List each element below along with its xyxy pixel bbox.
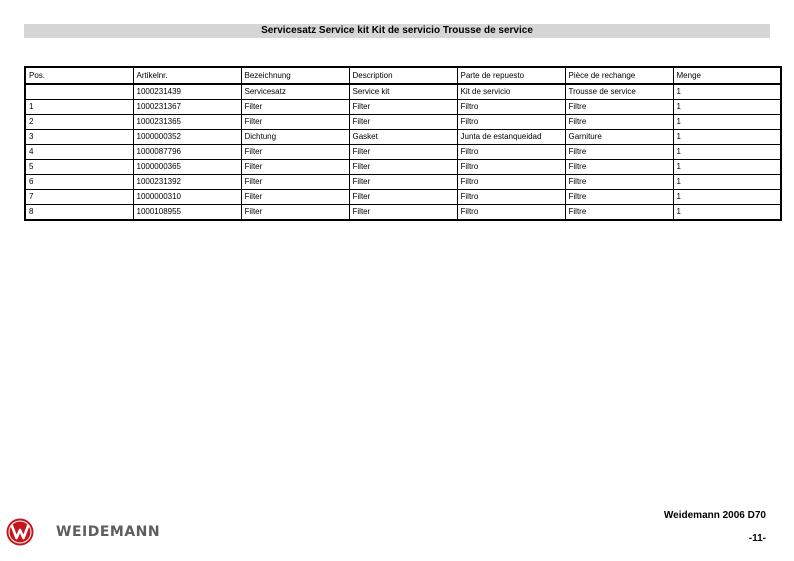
cell-parte-de-repuesto: Junta de estanqueidad: [457, 130, 565, 145]
cell-description: Service kit: [349, 84, 457, 100]
table-row: [25, 115, 781, 130]
page-title: Servicesatz Service kit Kit de servicio Trousse de service: [24, 24, 770, 38]
cell-menge: 1: [673, 175, 781, 190]
table-row: [25, 205, 781, 221]
cell-article-number: 1000000352: [133, 130, 241, 145]
cell-bezeichnung: Filter: [241, 145, 349, 160]
cell-menge: 1: [673, 100, 781, 115]
cell-bezeichnung: Filter: [241, 175, 349, 190]
cell-article-number: 1000000310: [133, 190, 241, 205]
cell-pos: 2: [25, 115, 133, 130]
cell-menge: 1: [673, 130, 781, 145]
cell-bezeichnung: Filter: [241, 190, 349, 205]
cell-parte-de-repuesto: Filtro: [457, 175, 565, 190]
cell-parte-de-repuesto: Filtro: [457, 115, 565, 130]
brand-logo: [6, 518, 160, 546]
cell-bezeichnung: Filter: [241, 115, 349, 130]
cell-parte-de-repuesto: Filtro: [457, 160, 565, 175]
cell-description: Filter: [349, 190, 457, 205]
column-header-description: Description: [349, 67, 457, 84]
cell-description: Gasket: [349, 130, 457, 145]
cell-description: Filter: [349, 175, 457, 190]
cell-piece-de-rechange: Filtre: [565, 160, 673, 175]
cell-pos: 4: [25, 145, 133, 160]
cell-piece-de-rechange: Filtre: [565, 145, 673, 160]
column-header-menge: Menge: [673, 67, 781, 84]
cell-piece-de-rechange: Garniture: [565, 130, 673, 145]
cell-piece-de-rechange: Filtre: [565, 205, 673, 221]
cell-description: Filter: [349, 145, 457, 160]
cell-article-number: 1000231367: [133, 100, 241, 115]
cell-article-number: 1000108955: [133, 205, 241, 221]
table-row: [25, 84, 781, 100]
brand-name: WEIDEMANN: [56, 524, 161, 540]
table-row: [25, 190, 781, 205]
table-row: [25, 130, 781, 145]
cell-pos: 7: [25, 190, 133, 205]
parts-table: [24, 66, 782, 221]
cell-pos: 6: [25, 175, 133, 190]
cell-piece-de-rechange: Filtre: [565, 115, 673, 130]
cell-piece-de-rechange: Filtre: [565, 100, 673, 115]
column-header-pos: Pos.: [25, 67, 133, 84]
cell-article-number: 1000087796: [133, 145, 241, 160]
cell-bezeichnung: Filter: [241, 100, 349, 115]
cell-parte-de-repuesto: Filtro: [457, 100, 565, 115]
cell-piece-de-rechange: Trousse de service: [565, 84, 673, 100]
cell-menge: 1: [673, 145, 781, 160]
column-header-article-number: Artikelnr.: [133, 67, 241, 84]
table-row: [25, 100, 781, 115]
cell-bezeichnung: Dichtung: [241, 130, 349, 145]
cell-bezeichnung: Filter: [241, 160, 349, 175]
table-row: [25, 145, 781, 160]
cell-article-number: 1000000365: [133, 160, 241, 175]
weidemann-w-logo-icon: [6, 518, 34, 546]
column-header-piece-de-rechange: Pièce de rechange: [565, 67, 673, 84]
cell-bezeichnung: Servicesatz: [241, 84, 349, 100]
cell-article-number: 1000231392: [133, 175, 241, 190]
footer-model-label: Weidemann 2006 D70: [663, 510, 766, 521]
cell-parte-de-repuesto: Filtro: [457, 205, 565, 221]
column-header-parte-de-repuesto: Parte de repuesto: [457, 67, 565, 84]
cell-description: Filter: [349, 100, 457, 115]
cell-description: Filter: [349, 115, 457, 130]
cell-parte-de-repuesto: Filtro: [457, 190, 565, 205]
cell-description: Filter: [349, 205, 457, 221]
cell-pos: 5: [25, 160, 133, 175]
cell-pos: 3: [25, 130, 133, 145]
cell-piece-de-rechange: Filtre: [565, 175, 673, 190]
table-header-row: [25, 67, 781, 84]
cell-parte-de-repuesto: Filtro: [457, 145, 565, 160]
cell-menge: 1: [673, 190, 781, 205]
cell-parte-de-repuesto: Kit de servicio: [457, 84, 565, 100]
cell-bezeichnung: Filter: [241, 205, 349, 221]
cell-pos: [25, 84, 133, 100]
column-header-bezeichnung: Bezeichnung: [241, 67, 349, 84]
cell-pos: 1: [25, 100, 133, 115]
cell-menge: 1: [673, 84, 781, 100]
cell-description: Filter: [349, 160, 457, 175]
cell-pos: 8: [25, 205, 133, 221]
cell-menge: 1: [673, 115, 781, 130]
cell-menge: 1: [673, 160, 781, 175]
cell-article-number: 1000231439: [133, 84, 241, 100]
table-row: [25, 175, 781, 190]
cell-piece-de-rechange: Filtre: [565, 190, 673, 205]
page-number: -11-: [748, 533, 766, 544]
table-row: [25, 160, 781, 175]
cell-menge: 1: [673, 205, 781, 221]
cell-article-number: 1000231365: [133, 115, 241, 130]
